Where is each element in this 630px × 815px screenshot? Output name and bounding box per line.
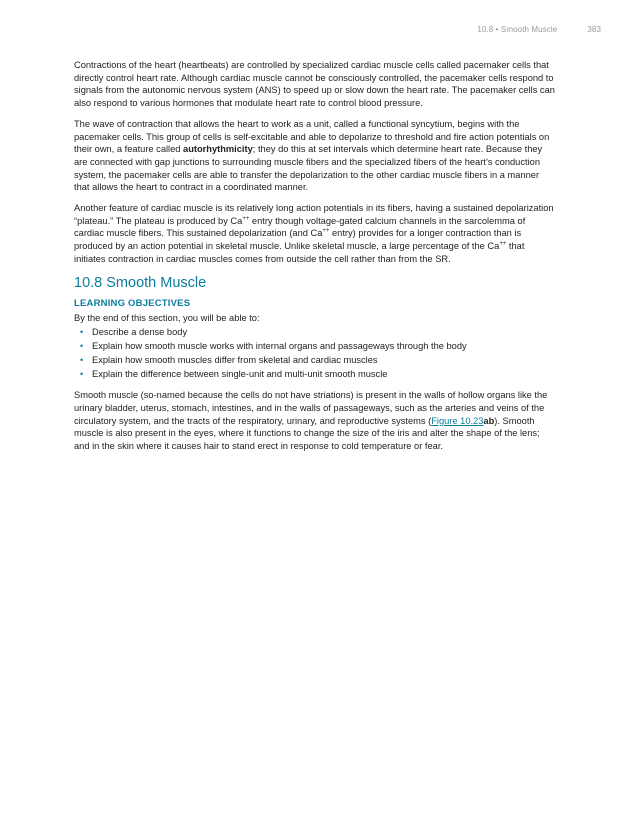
paragraph-text: that initiates contraction in cardiac muscles comes from outside the cell rather than from the SR. [74,241,525,264]
paragraph-text: ). Smooth muscle is also present in the eyes, where it functions to change the size of the iris and alter the shape of the lens; and in the skin where it causes hair to stand erect in response to cold temperature or fear. [74,415,540,452]
learning-objectives-heading: LEARNING OBJECTIVES [74,297,191,309]
figure-link[interactable]: Figure 10.23 [431,415,484,426]
bullet-icon: • [80,341,84,352]
bullet-icon: • [80,327,84,338]
paragraph-text: Contractions of the heart (heartbeats) are controlled by specialized cardiac muscle cells called pacemaker cells that directly control heart rate. Although cardiac muscle cannot be consciously controlled, the pacemaker cells respond to signals from the autonomic nervous system (ANS) to speed up or slow down the heart rate. The pacemaker cells can also respond to various hormones that modulate heart rate to control blood pressure. [74,60,555,109]
bullet-icon: • [80,369,84,380]
superscript: ++ [242,215,250,222]
paragraph-pacemaker-cells [74,59,556,110]
paragraph-plateau [74,202,556,266]
running-header-section: 10.8 • Smooth Muscle [477,25,558,34]
list-item [74,339,556,353]
list-item-text: Describe a dense body [92,327,188,338]
list-item-text: Explain the difference between single-unit and multi-unit smooth muscle [92,369,388,380]
list-item [74,325,556,339]
page-number: 383 [587,25,601,34]
paragraph-smooth-muscle [74,389,556,453]
superscript: ++ [322,228,330,235]
paragraph-functional-syncytium [74,118,556,194]
paragraph-text: Smooth muscle (so-named because the cells do not have striations) is present in the walls of hollow organs like the urinary bladder, uterus, stomach, intestines, and in the walls of passageways, such as the arteries and veins of the circulatory system, and the tracts of the respiratory, urinary, and reproductive systems ( [74,390,548,426]
list-item-text: Explain how smooth muscles differ from skeletal and cardiac muscles [92,355,378,366]
term-autorhythmicity: autorhythmicity [183,144,253,155]
paragraph-text: Another feature of cardiac muscle is its relatively long action potentials in its fibers, having a sustained depolarization “plateau.” The plateau is produced by Ca [74,203,554,226]
objectives-intro: By the end of this section, you will be able to: [74,312,260,323]
bullet-icon: • [80,355,84,366]
list-item-text: Explain how smooth muscle works with internal organs and passageways through the body [92,341,467,352]
superscript: ++ [499,241,507,248]
list-item [74,367,556,381]
paragraph-text: ; they do this at set intervals which determine heart rate. Because they are connected with gap junctions to surrounding muscle fibers and the specialized fibers of the heart’s conduction system, the pacemaker cells are able to transfer the depolarization to the other cardiac muscle fibers in a manner that allows the heart to contract in a coordinated manner. [74,144,543,193]
page-content [74,59,556,461]
running-header [477,25,601,34]
section-title: 10.8 Smooth Muscle [74,274,207,291]
list-item [74,353,556,367]
paragraph-text: entry) provides for a longer contraction than is produced by an action potential in skeletal muscle. Unlike skeletal muscle, a large percentage of the Ca [74,228,522,252]
paragraph-text: entry though voltage-gated calcium channels in the sarcolemma of cardiac muscle fibers. This sustained depolarization (and Ca [74,215,526,239]
objectives-list [74,325,556,381]
paragraph-text: The wave of contraction that allows the heart to work as a unit, called a functional syncytium, begins with the pacemaker cells. This group of cells is self-excitable and able to depolarize to threshold and fire action potentials on their own, a feature called [74,118,550,155]
figure-panel-label: ab [483,415,495,426]
